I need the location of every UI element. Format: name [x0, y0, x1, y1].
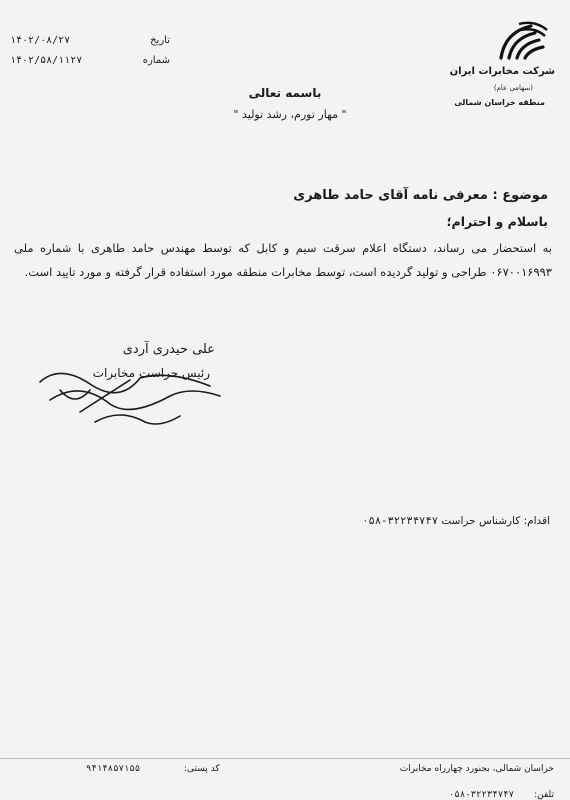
- logo-company-name: شرکت مخابرات ایران: [449, 66, 555, 77]
- company-logo: [440, 18, 555, 106]
- date-value: ۱۴۰۲/۰۸/۲۷: [10, 34, 71, 46]
- basmala-heading: باسمه تعالی: [248, 86, 322, 100]
- signatory-title: رئیس حراست مخابرات: [92, 366, 210, 380]
- footer-postal-label: کد پستی:: [184, 764, 220, 774]
- handwritten-signature: [20, 360, 230, 430]
- signatory-name: علی حیدری آردی: [122, 342, 215, 357]
- action-label: اقدام: کارشناس حراست: [441, 515, 550, 527]
- logo-company-sub: (سهامی عام): [493, 84, 533, 92]
- letter-greeting: باسلام و احترام؛: [446, 214, 548, 229]
- letter-body: به استحضار می رساند، دستگاه اعلام سرقت سیم و کابل که توسط مهندس حامد طاهری با شماره ملی ۰۶۷۰۰۱۶۹۹۳ طراحی و تولید گردیده است، توسط مخابرات منطقه مورد استفاده قرار گرفته و مورد تایید است.: [14, 241, 552, 279]
- logo-region: منطقه خراسان شمالی: [454, 98, 545, 107]
- letter-subject: موضوع : معرفی نامه آقای حامد طاهری: [293, 188, 548, 203]
- footer-postal-code: ۹۴۱۴۸۵۷۱۵۵: [86, 764, 141, 774]
- slogan: " مهار تورم، رشد تولید ": [233, 108, 347, 121]
- footer-divider: [0, 758, 570, 759]
- date-label: تاریخ: [150, 34, 170, 46]
- footer-address: خراسان شمالی، بجنورد چهارراه مخابرات: [399, 764, 554, 774]
- number-label: شماره: [142, 54, 170, 66]
- footer-tel-label: تلفن:: [534, 790, 554, 800]
- action-line: [320, 515, 550, 527]
- action-phone: ۰۵۸-۳۲۲۳۴۷۴۷: [362, 515, 439, 527]
- letter-meta: [10, 30, 170, 70]
- tci-logo-icon: [491, 18, 551, 64]
- number-value: ۱۴۰۲/۵۸/۱۱۲۷: [10, 54, 83, 66]
- footer-tel: ۰۵۸-۳۲۲۳۴۷۴۷: [448, 790, 514, 800]
